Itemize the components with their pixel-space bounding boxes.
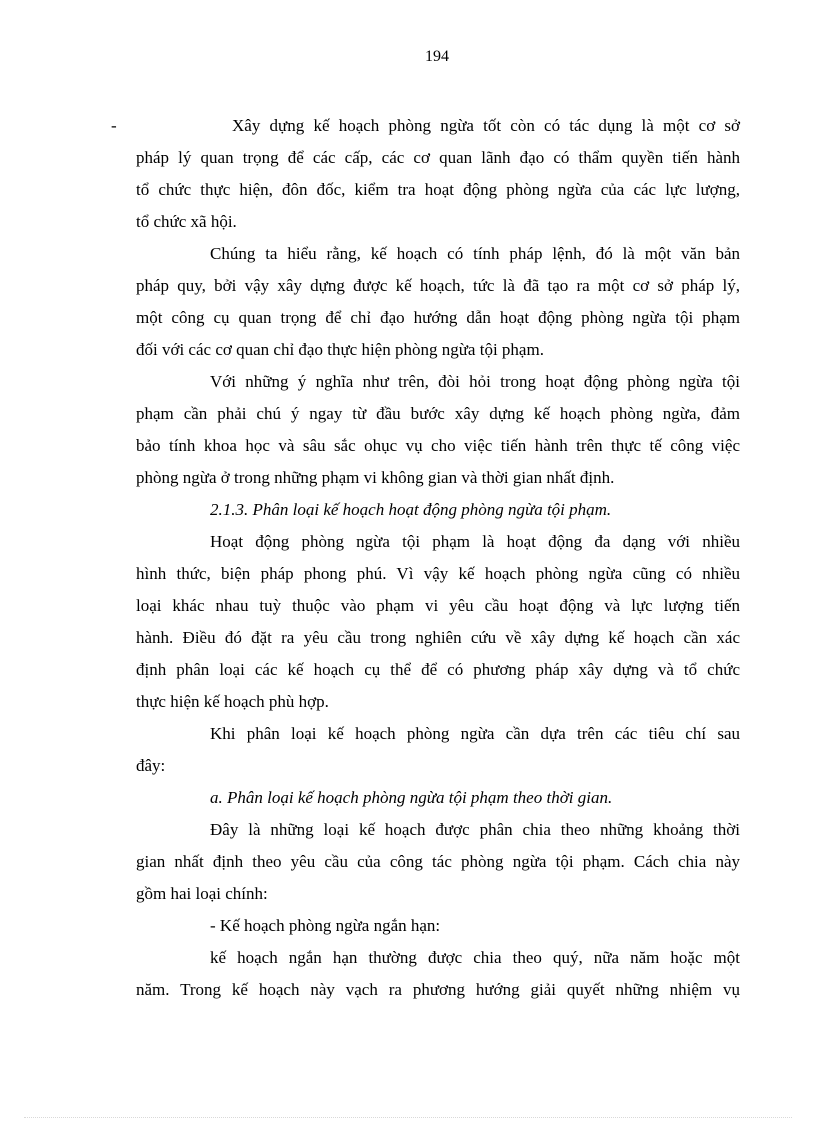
text-line: pháp quy, bởi vậy xây dựng được kế hoạch, tức là đã tạo ra một cơ sở pháp lý, — [136, 276, 740, 295]
page-number: 194 — [425, 48, 449, 65]
text-line: một công cụ quan trọng để chỉ đạo hướng dẫn hoạt động phòng ngừa tội phạm — [136, 308, 740, 327]
text-line: Khi phân loại kế hoạch phòng ngừa cần dựa trên các tiêu chí sau — [210, 724, 740, 743]
text-line: pháp lý quan trọng để các cấp, các cơ quan lãnh đạo có thẩm quyền tiến hành — [136, 148, 740, 167]
text-line: định phân loại các kế hoạch cụ thể để có phương pháp xây dựng và tổ chức — [136, 660, 740, 679]
subsection-heading: a. Phân loại kế hoạch phòng ngừa tội phạm theo thời gian. — [210, 788, 613, 807]
text-line: thực hiện kế hoạch phù hợp. — [136, 692, 329, 711]
text-line: phạm cần phải chú ý ngay từ đầu bước xây dựng kế hoạch phòng ngừa, đảm — [136, 404, 740, 423]
text-line: hình thức, biện pháp phong phú. Vì vậy kế hoạch phòng ngừa cũng có nhiều — [136, 564, 740, 583]
text-line: tổ chức thực hiện, đôn đốc, kiểm tra hoạt động phòng ngừa của các lực lượng, — [136, 180, 740, 199]
text-line: Xây dựng kế hoạch phòng ngừa tốt còn có tác dụng là một cơ sở — [232, 116, 740, 135]
section-heading: 2.1.3. Phân loại kế hoạch hoạt động phòng ngừa tội phạm. — [210, 500, 612, 519]
text-line: hành. Điều đó đặt ra yêu cầu trong nghiên cứu về xây dựng kế hoạch cần xác — [136, 628, 740, 647]
text-line: bảo tính khoa học và sâu sắc ohục vụ cho việc tiến hành trên thực tế công việc — [136, 436, 740, 455]
text-line: gồm hai loại chính: — [136, 884, 268, 903]
text-line: đối với các cơ quan chỉ đạo thực hiện phòng ngừa tội phạm. — [136, 340, 544, 359]
text-line: Chúng ta hiểu rằng, kế hoạch có tính pháp lệnh, đó là một văn bản — [210, 244, 740, 263]
text-line: gian nhất định theo yêu cầu của công tác phòng ngừa tội phạm. Cách chia này — [136, 852, 740, 871]
text-line: Với những ý nghĩa như trên, đòi hỏi trong hoạt động phòng ngừa tội — [210, 372, 740, 391]
text-line: đây: — [136, 756, 166, 775]
bullet-marker: - — [111, 116, 117, 135]
text-line: kế hoạch ngắn hạn thường được chia theo quý, nữa năm hoặc một — [210, 948, 740, 967]
list-item: - Kế hoạch phòng ngừa ngắn hạn: — [210, 916, 441, 935]
text-line: phòng ngừa ở trong những phạm vi không gian và thời gian nhất định. — [136, 468, 615, 487]
page-bottom-border — [24, 1117, 792, 1118]
text-line: Đây là những loại kế hoạch được phân chia theo những khoảng thời — [210, 820, 740, 839]
text-line: loại khác nhau tuỳ thuộc vào phạm vi yêu cầu hoạt động và lực lượng tiến — [136, 596, 740, 615]
text-line: Hoạt động phòng ngừa tội phạm là hoạt động đa dạng với nhiều — [210, 532, 740, 551]
text-line: tổ chức xã hội. — [136, 212, 237, 231]
text-line: năm. Trong kế hoạch này vạch ra phương hướng giải quyết những nhiệm vụ — [136, 980, 740, 999]
